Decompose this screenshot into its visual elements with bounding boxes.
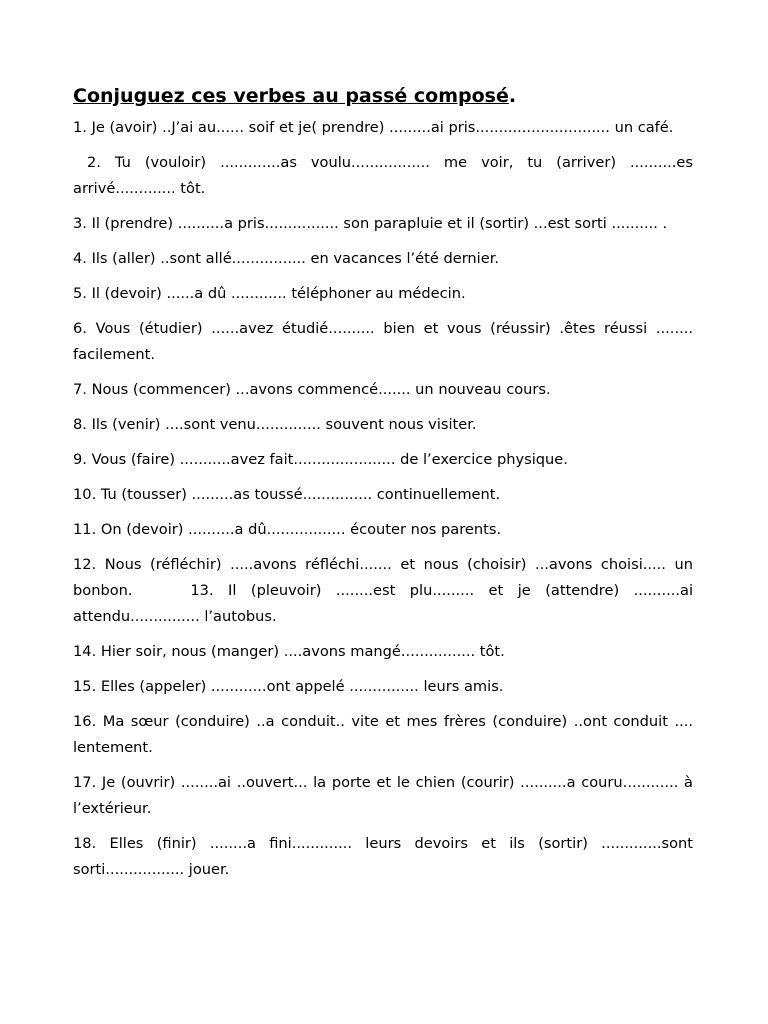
exercise-12-13: 12. Nous (réfléchir) .....avons réfléchi....... et nous (choisir) ...avons choisi..... un bonbon. 13. Il (pleuvoir) ........est plu......... et je (attendre) ..........ai attendu............... l’autobus. — [73, 556, 693, 625]
title-text: Conjuguez ces verbes au passé composé — [73, 85, 509, 107]
exercise-7: 7. Nous (commencer) ...avons commencé....... un nouveau cours. — [73, 381, 551, 398]
exercise-3: 3. Il (prendre) ..........a pris................ son parapluie et il (sortir) ...est sorti .......... . — [73, 215, 668, 232]
exercise-8: 8. Ils (venir) ....sont venu.............. souvent nous visiter. — [73, 416, 477, 433]
exercise-16: 16. Ma sœur (conduire) ..a conduit.. vite et mes frères (conduire) ..ont conduit .... lentement. — [73, 713, 693, 756]
title-period: . — [508, 85, 517, 107]
exercise-11: 11. On (devoir) ..........a dû................. écouter nos parents. — [73, 521, 502, 538]
worksheet — [73, 83, 693, 892]
exercise-5: 5. Il (devoir) ......a dû ............ téléphoner au médecin. — [73, 285, 466, 302]
exercise-15: 15. Elles (appeler) ............ont appelé ............... leurs amis. — [73, 678, 504, 695]
exercise-9: 9. Vous (faire) ...........avez fait...................... de l’exercice physique. — [73, 451, 568, 468]
exercise-18: 18. Elles (finir) ........a fini............. leurs devoirs et ils (sortir) .............sont sorti................. jouer. — [73, 835, 693, 878]
exercise-1: 1. Je (avoir) ..J’ai au...... soif et je( prendre) .........ai pris............................. un café. — [73, 119, 674, 136]
exercise-2: 2. Tu (vouloir) .............as voulu................. me voir, tu (arriver) ..........es arrivé............. tôt. — [73, 154, 693, 197]
exercise-4: 4. Ils (aller) ..sont allé................ en vacances l’été dernier. — [73, 250, 500, 267]
exercise-17: 17. Je (ouvrir) ........ai ..ouvert... la porte et le chien (courir) ..........a couru............ à l’extérieur. — [73, 774, 693, 817]
exercise-10: 10. Tu (tousser) .........as toussé............... continuellement. — [73, 486, 501, 503]
exercise-6: 6. Vous (étudier) ......avez étudié.......... bien et vous (réussir) .êtes réussi ........ facilement. — [73, 320, 693, 363]
worksheet-title — [73, 83, 693, 109]
exercise-14: 14. Hier soir, nous (manger) ....avons mangé................ tôt. — [73, 643, 505, 660]
